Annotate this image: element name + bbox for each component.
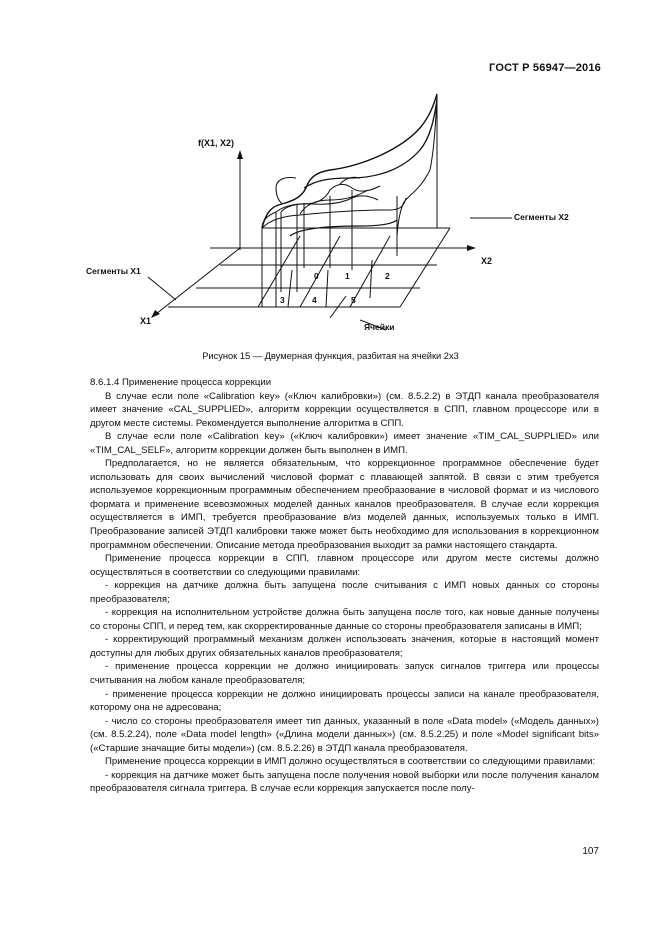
diagram-lines [148, 94, 512, 330]
document-header: ГОСТ Р 56947—2016 [489, 62, 601, 74]
list-item: - применение процесса коррекции не должно инициировать запуск сигналов триггера или процессы считывания на любом канале преобразователя; [90, 661, 599, 687]
list-item: - число со стороны преобразователя имеет тип данных, указанный в поле «Data model» («Модель данных») (см. 8.5.2.24), поле «Data model length» («Длина модели данных») (см. 8.5.2.25) и поле «Model significant bits» («Старшие значащие биты модели») (см. 8.5.2.26) в ЭТДП канала преобразователя. [90, 715, 599, 754]
page-number: 107 [582, 846, 599, 857]
list-item: - корректирующий программный механизм должен использовать значения, которые в настоящий момент доступны для любых других обязательных каналов преобразователя; [90, 634, 599, 659]
paragraph: Предполагается, но не является обязательным, что коррекционное программное обеспечение будет использовать для своих вычислений числовой формат с плавающей запятой. В связи с этим требуется используемое коррекционным программным обеспечением преобразование в числовой формат и из числового формата и применение всевозможных моделей данных каналов преобразователя. В случае если коррекция осуществляется в ИМП, требуется преобразование в/из моделей данных, используемых только в ИМП. Преобразование записей ЭТДП калибровки также может быть необходимо для использования в коррекционном программном обеспечении. Описание метода преобразования выходит за рамки настоящего стандарта. [90, 458, 599, 551]
segments-x2-label: Сегменты X2 [514, 212, 569, 222]
paragraph: Применение процесса коррекции в СПП, главном процессоре или другом месте системы должно осуществляться в соответствии со следующими правилами: [90, 553, 599, 578]
paragraph: В случае если поле «Calibration key» («Ключ калибровки») имеет значение «TIM_CAL_SUPPLIED» или «TIM_CAL_SELF», алгоритм коррекции должен быть выполнен в ИМП. [90, 431, 599, 456]
list-item: - коррекция на датчике может быть запущена после получения новой выборки или после получения каналом преобразователя сигнала триггера. В случае если коррекция запускается после полу- [90, 769, 599, 795]
segments-x1-label: Сегменты X1 [86, 266, 141, 276]
x1-axis [156, 248, 240, 314]
x1-axis-arrow [151, 310, 160, 318]
function-diagram [0, 0, 661, 360]
f-axis-arrow [237, 150, 243, 159]
x2-axis-label: X2 [481, 256, 493, 266]
list-item: - коррекция на исполнительном устройстве должна быть запущена после того, как новые данные получены со стороны СПП, и перед тем, как скорректированные данные со стороны преобразователя записаны в ИМП; [90, 607, 599, 632]
list-item: - применение процесса коррекции не должно инициировать процессы записи на канале преобразователя, которому она не адресована; [90, 688, 599, 714]
list-item: - коррекция на датчике должна быть запущена после считывания с ИМП новых данных со стороны преобразователя; [90, 580, 599, 605]
cell-number-0: 0 [314, 271, 319, 281]
cell-number-5: 5 [351, 295, 356, 305]
cells-label: Ячейки [364, 322, 395, 332]
cell-number-2: 2 [385, 271, 390, 281]
f-axis-label: f(X1, X2) [198, 138, 235, 148]
x1-axis-label: X1 [140, 316, 152, 326]
cell-number-3: 3 [280, 295, 285, 305]
paragraph: В случае если поле «Calibration key» («Ключ калибровки») (см. 8.5.2.2) в ЭТДП канала преобразователя имеет значение «CAL_SUPPLIED», алгоритм коррекции осуществляется в СПП, главном процессоре или в другом месте системы. Рекомендуется выполнение алгоритма в СПП. [90, 390, 599, 429]
body-text [90, 376, 599, 796]
x2-axis-arrow [467, 245, 476, 251]
cell-number-1: 1 [345, 271, 350, 281]
figure-caption: Рисунок 15 — Двумерная функция, разбитая на ячейки 2x3 [202, 351, 459, 361]
section-heading: 8.6.1.4 Применение процесса коррекции [90, 377, 272, 388]
cell-number-4: 4 [312, 295, 317, 305]
paragraph: Применение процесса коррекции в ИМП должно осуществляться в соответствии со следующими правилами: [105, 756, 596, 768]
figure-2d-function [0, 0, 661, 360]
